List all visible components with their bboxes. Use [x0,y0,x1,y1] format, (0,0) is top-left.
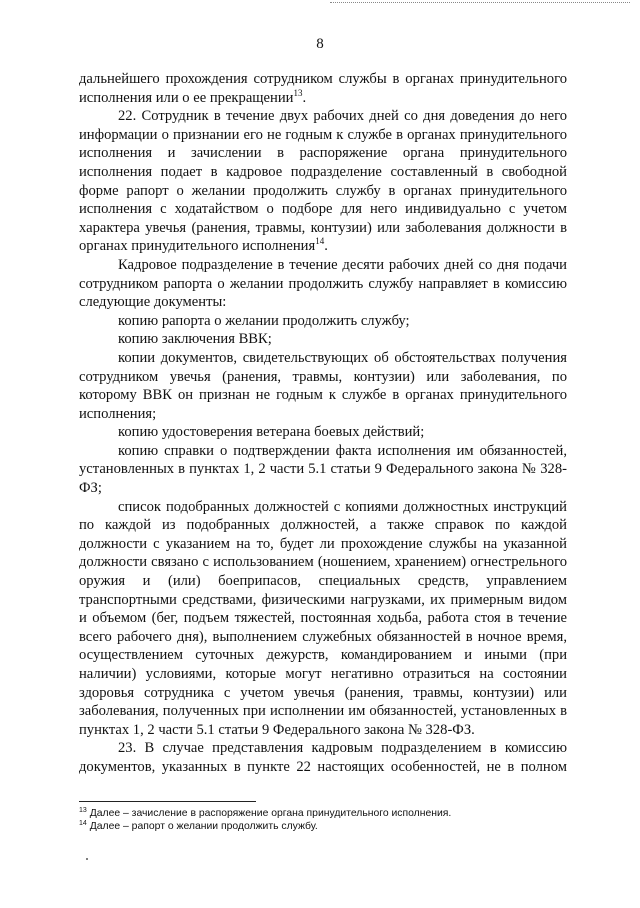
page-number: 8 [316,36,324,52]
paragraph-hr-documents: Кадровое подразделение в течение десяти рабочих дней со дня подачи сотрудником рапорта о желании продолжить службу направляет в комиссию следующие документы: [79,256,567,311]
footnote-ref: 14 [315,236,325,247]
document-body [79,70,567,777]
list-item: копию заключения ВВК; [118,331,272,348]
scan-edge-line [330,2,630,3]
list-item: копию рапорта о желании продолжить службу; [118,312,410,329]
footnote-separator [79,801,256,802]
paragraph-23: 23. В случае представления кадровым подразделением в комиссию документов, указанных в пункте 22 настоящих особенностей, не в полном [79,740,567,775]
scan-speck [86,858,88,860]
list-item: копию удостоверения ветерана боевых действий; [118,424,425,441]
list-item: копию справки о подтверждении факта исполнения им обязанностей, установленных в пунктах 1, 2 части 5.1 статьи 9 Федерального закона № 328-ФЗ; [79,442,567,497]
footnotes [79,807,567,833]
footnote: $^{14}$ Далее – рапорт о желании продолжить службу. [79,820,318,832]
paragraph-continuation: дальнейшего прохождения сотрудником службы в органах принудительного исполнения или о ее прекращении$^{13}$. [79,71,567,106]
paragraph-22: 22. Сотрудник в течение двух рабочих дней со дня доведения до него информации о признании его не годным к службе в органах принудительного исполнения и зачислении в распоряжение органа принудительного исполнения подает в кадровое подразделение составленный в свободной форме рапорт о желании продолжить службу в органах принудительного исполнения с ходатайством о подборе для него индивидуально с учетом характера увечья (ранения, травмы, контузии) или заболевания должности в органах принудительного исполнения$^{14}$. [79,108,567,255]
list-item: копии документов, свидетельствующих об обстоятельствах получения сотрудником увечья (ранения, травмы, контузии) или заболевания, по которому ВВК он признан не годным к службе в органах принудительного исполнения; [79,349,567,422]
footnote: $^{13}$ Далее – зачисление в распоряжение органа принудительного исполнения. [79,807,452,819]
footnote-ref: 13 [293,87,303,98]
list-item: список подобранных должностей с копиями должностных инструкций по каждой из подобранных должностей, а также справок по каждой должности с указанием на то, будет ли прохождение службы на указанной должности связано с использованием (ношением, хранением) огнестрельного оружия и (или) боеприпасов, специальных средств, управлением транспортными средствами, физическими нагрузками, их примерным видом и объемом (бег, подъем тяжестей, постоянная ходьба, работа стоя в течение всего рабочего дня), выполнением служебных обязанностей в ночное время, осуществлением суточных дежурств, командированием и иными (при наличии) условиями, которые могут негативно отразиться на состоянии здоровья сотрудника с учетом увечья (ранения, травмы, контузии) или заболевания, полученных при исполнении им обязанностей, установленных в пунктах 1, 2 части 5.1 статьи 9 Федерального закона № 328-ФЗ. [79,498,567,738]
